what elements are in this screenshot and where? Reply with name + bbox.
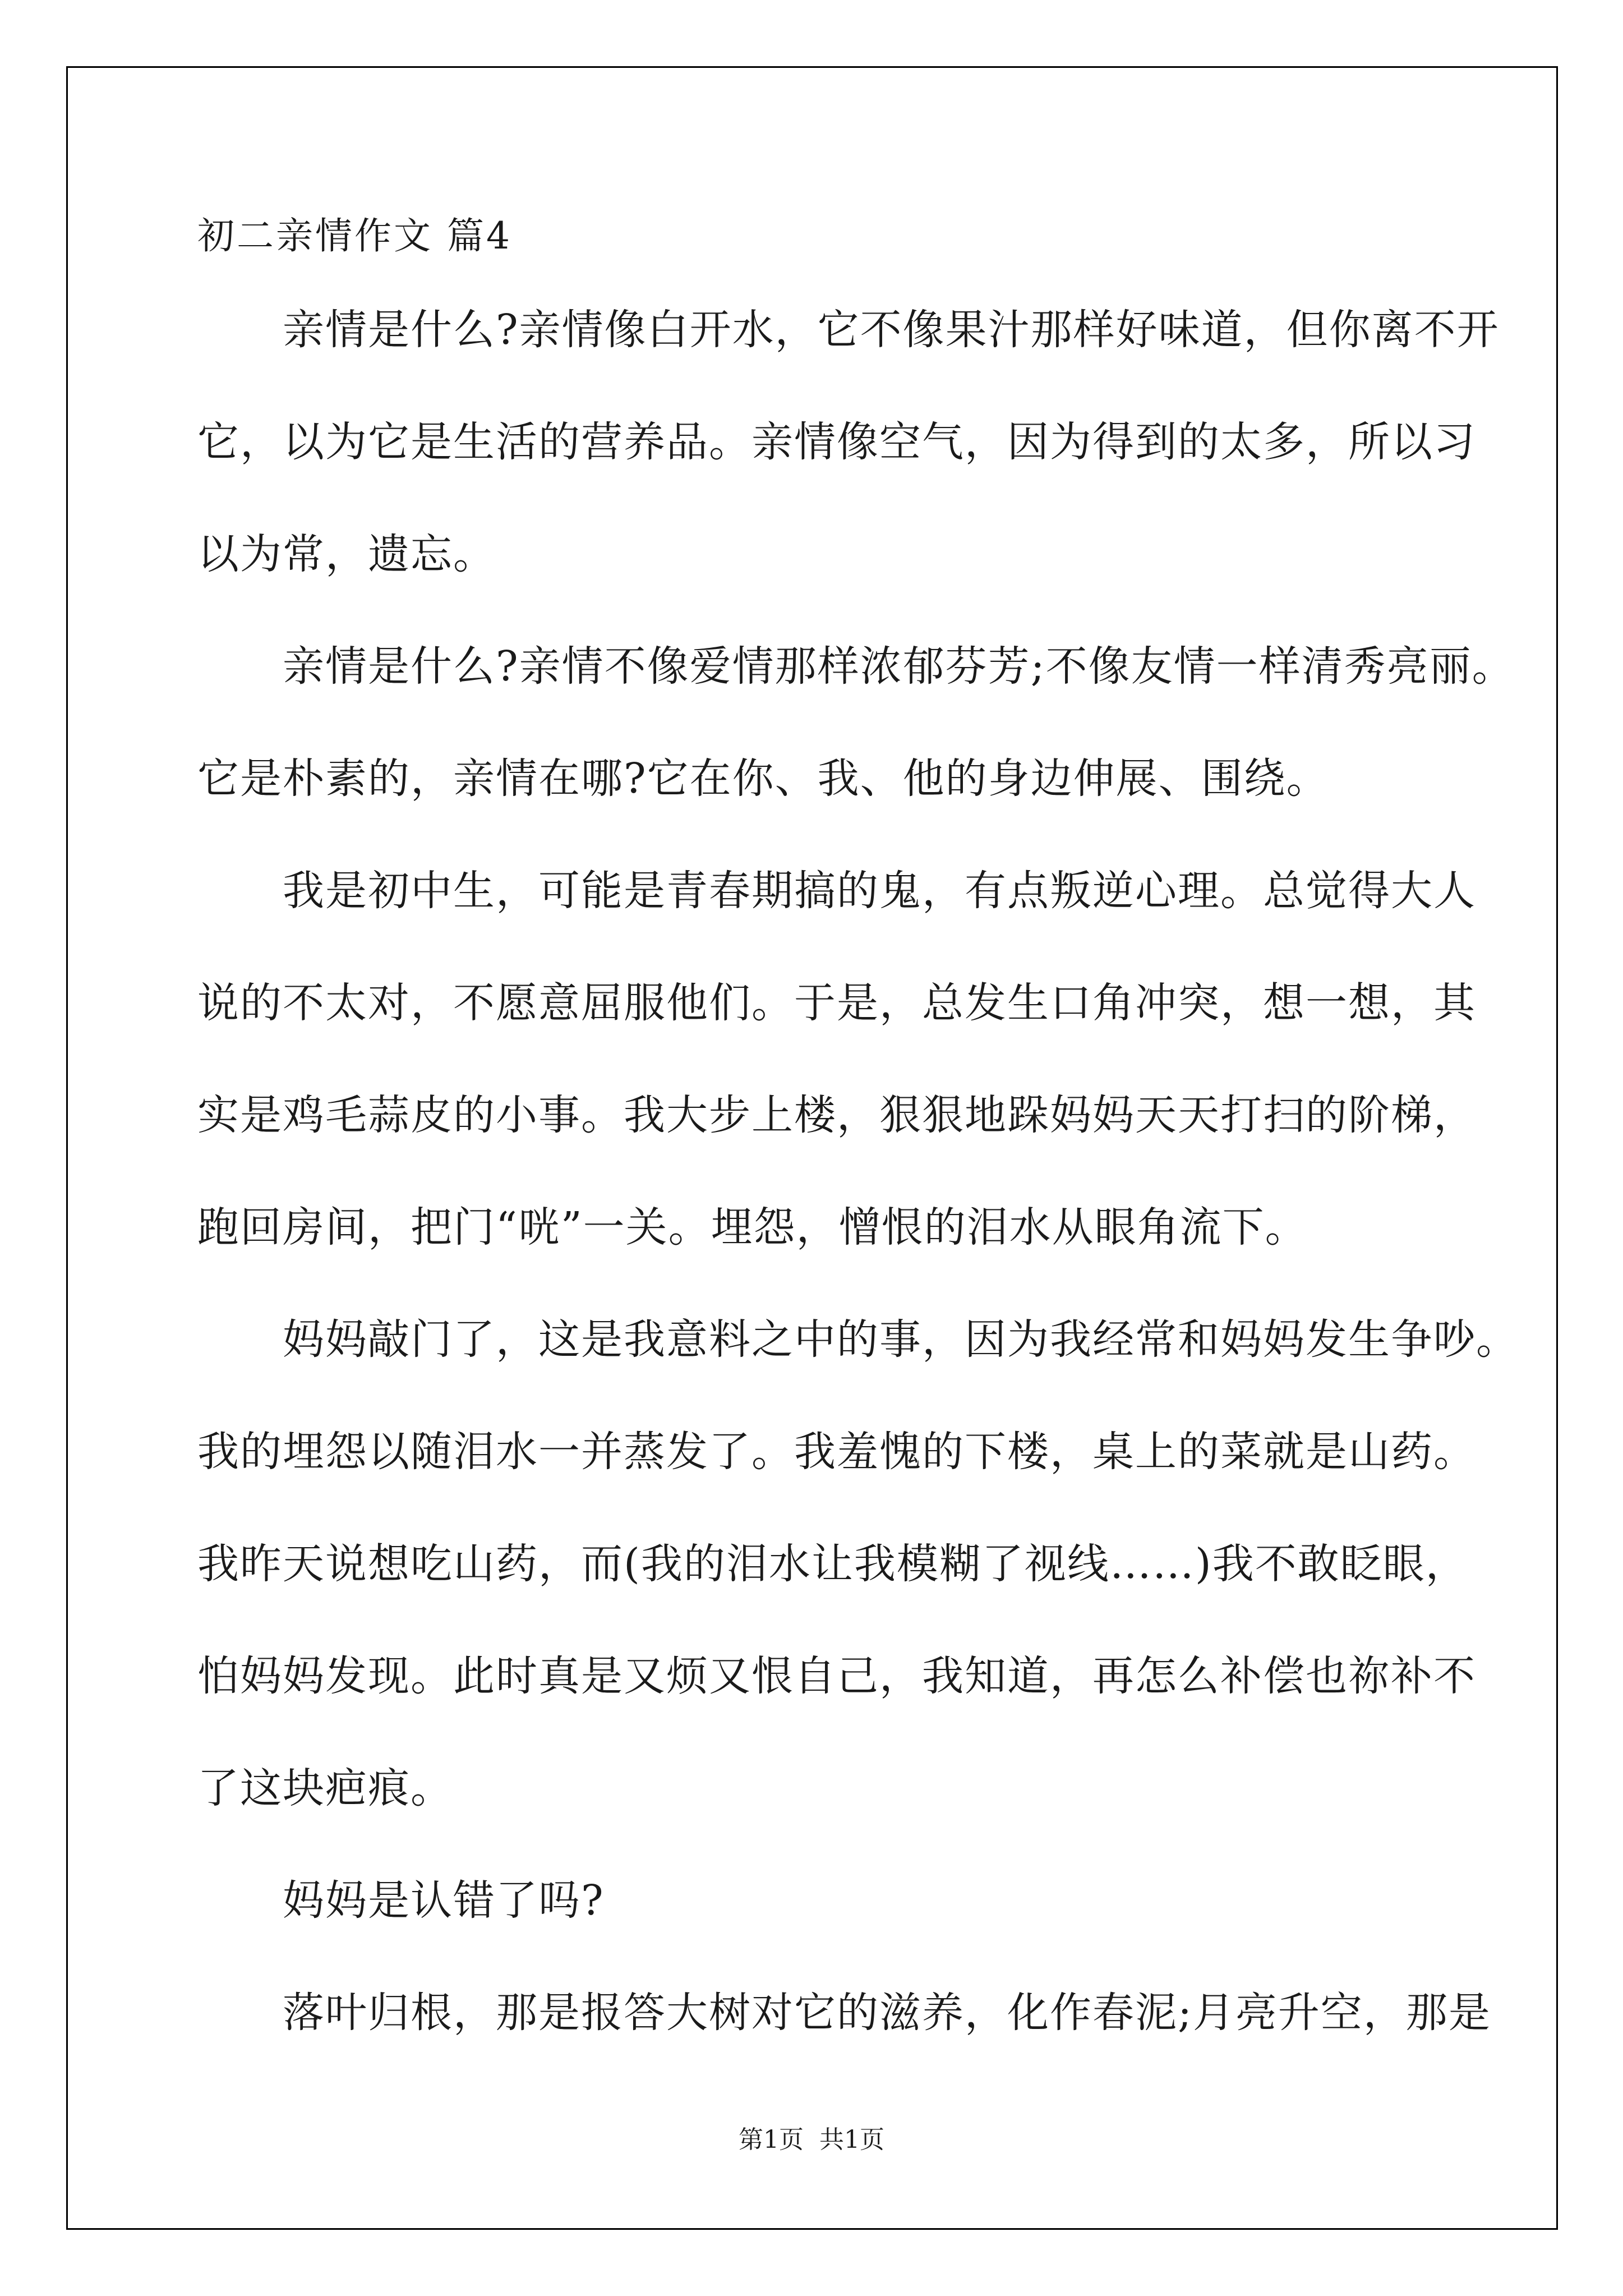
- text-line: 它，以为它是生活的营养品。亲情像空气，因为得到的太多，所以习: [197, 418, 1476, 466]
- text-line: 它是朴素的，亲情在哪?它在你、我、他的身边伸展、围绕。: [197, 754, 1329, 803]
- page-number-footer: 第1页 共1页: [739, 2125, 884, 2154]
- text-line: 以为常，遗忘。: [197, 530, 496, 578]
- document-title: 初二亲情作文 篇4: [197, 214, 512, 257]
- text-line: 亲情是什么?亲情不像爱情那样浓郁芬芳;不像友情一样清秀亮丽。: [197, 642, 1515, 691]
- text-line: 跑回房间，把门“咣”一关。埋怨，憎恨的泪水从眼角流下。: [197, 1203, 1308, 1251]
- text-line: 了这块疤痕。: [197, 1764, 453, 1812]
- text-line: 实是鸡毛蒜皮的小事。我大步上楼，狠狠地跺妈妈天天打扫的阶梯，: [197, 1091, 1476, 1139]
- text-line: 说的不太对，不愿意屈服他们。于是，总发生口角冲突，想一想，其: [197, 979, 1476, 1027]
- text-line: 我的埋怨以随泪水一并蒸发了。我羞愧的下楼，桌上的菜就是山药。: [197, 1428, 1476, 1476]
- text-line: 亲情是什么?亲情像白开水，它不像果汁那样好味道，但你离不开: [197, 306, 1500, 354]
- text-line: 我是初中生，可能是青春期搞的鬼，有点叛逆心理。总觉得大人: [197, 867, 1476, 915]
- text-line: 妈妈是认错了吗?: [197, 1876, 605, 1925]
- text-line: 妈妈敲门了，这是我意料之中的事，因为我经常和妈妈发生争吵。: [197, 1315, 1519, 1364]
- text-line: 怕妈妈发现。此时真是又烦又恨自己，我知道，再怎么补偿也祢补不: [197, 1652, 1476, 1700]
- text-line: 落叶归根，那是报答大树对它的滋养，化作春泥;月亮升空，那是: [197, 1989, 1491, 2037]
- text-line: 我昨天说想吃山药，而(我的泪水让我模糊了视线……)我不敢眨眼，: [197, 1540, 1468, 1588]
